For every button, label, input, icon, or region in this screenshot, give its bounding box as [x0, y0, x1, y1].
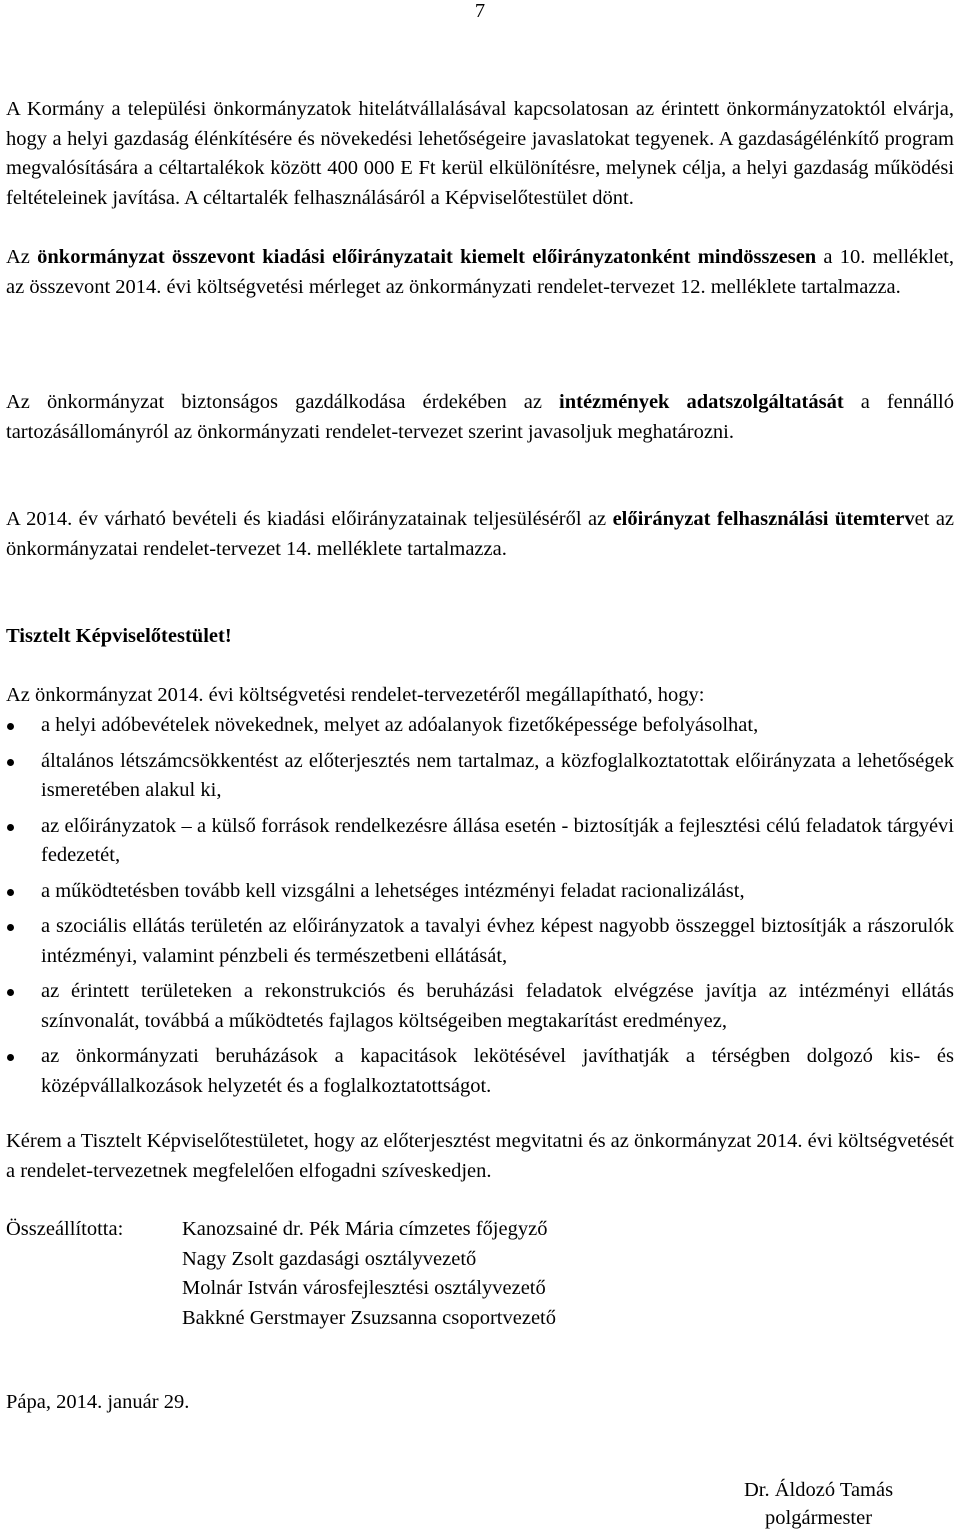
list-item — [6, 912, 954, 971]
list-item-text: a helyi adóbevételek növekednek, melyet az adóalanyok fizetőképessége befolyásolhat, — [41, 714, 759, 736]
findings-list — [6, 711, 954, 1107]
signature-block — [744, 1476, 893, 1532]
paragraph-gazdasagelenkites: A Kormány a települési önkormányzatok hitelátvállalásával kapcsolatosan az érintett önkormányzatoktól elvárja, hogy a helyi gazdaság élénkítésére és növekedési lehetőségeire javaslatokat tegyenek. A gazdaságélénkítő program megvalósítására a céltartalékok között 400 000 E Ft kerül elkülönítésre, melynek célja, a helyi gazdaság működési feltételeinek javítása. A céltartalék felhasználásáról a Képviselőtestület dönt. — [6, 98, 954, 209]
compiler-name: Nagy Zsolt gazdasági osztályvezető — [182, 1247, 477, 1270]
list-item — [6, 812, 954, 871]
paragraph-text: et az önkormányzatai rendelet-tervezet 14. melléklete tartalmazza. — [6, 508, 955, 560]
paragraph-adatszolgaltatas — [6, 388, 954, 447]
list-item-text: az érintett területeken a rekonstrukciós és beruházási feladatok elvégzése javítja az intézményi ellátás színvonalát, továbbá a működtetés fajlagos költségeiben megtakarítást eredményez, — [41, 980, 954, 1032]
compiler-list — [182, 1215, 556, 1333]
list-item-text: a szociális ellátás területén az előirányzatok a tavalyi évhez képest nagyobb összeggel biztosítják a rászorulók intézményi, valamint pénzbeli és természetbeni ellátását, — [41, 915, 954, 967]
bullet-icon — [7, 924, 14, 931]
list-item — [6, 711, 954, 741]
bullet-icon — [7, 759, 14, 766]
list-item-text: általános létszámcsökkentést az előterjesztés nem tartalmaz, a közfoglalkoztatottak előirányzata a lehetőségek ismeretében alakul ki, — [41, 749, 954, 801]
list-item — [6, 1042, 954, 1101]
bullet-icon — [7, 824, 14, 831]
list-item — [6, 977, 954, 1036]
list-item-text: az előirányzatok – a külső források rendelkezésre állása esetén - biztosítják a fejlesztési célú feladatok tárgyévi fedezetét, — [41, 814, 954, 866]
list-item — [6, 877, 954, 907]
paragraph-utemterv — [6, 505, 954, 564]
place-date: Pápa, 2014. január 29. — [6, 1391, 190, 1413]
bold-text: önkormányzat összevont kiadási előirányzatait kiemelt előirányzatonként mindösszesen — [37, 246, 817, 268]
bold-text: előirányzat felhasználási ütemterv — [612, 508, 915, 530]
paragraph-text: Az — [6, 246, 38, 268]
bullet-icon — [7, 1054, 14, 1061]
bullet-icon — [7, 989, 14, 996]
list-item — [6, 747, 954, 806]
paragraph-text: a fennálló tartozásállományról az önkormányzati rendelet-tervezet szerint javasoljuk meghatározni. — [6, 391, 954, 443]
paragraph-eloiranyzatok — [6, 243, 954, 302]
signatory-title: polgármester — [765, 1507, 873, 1529]
list-intro: Az önkormányzat 2014. évi költségvetési rendelet-tervezetéről megállapítható, hogy: — [6, 684, 705, 706]
list-item-text: a működtetésben tovább kell vizsgálni a lehetséges intézményi feladat racionalizálást, — [41, 879, 745, 902]
compiled-by-label: Összeállította: — [6, 1218, 124, 1240]
bullet-icon — [7, 723, 14, 730]
bullet-icon — [7, 889, 14, 896]
bold-text: intézmények adatszolgáltatását — [559, 391, 844, 413]
paragraph-text: A 2014. év várható bevételi és kiadási előirányzatainak teljesüléséről az — [6, 508, 613, 530]
compiler-name: Bakkné Gerstmayer Zsuzsanna csoportvezető — [182, 1306, 556, 1329]
list-item-text: az önkormányzati beruházások a kapacitások lekötésével javíthatják a térségben dolgozó kis- és középvállalkozások helyzetét és a foglalkoztatottságot. — [41, 1045, 954, 1097]
compiler-name: Kanozsainé dr. Pék Mária címzetes főjegyző — [182, 1218, 548, 1240]
paragraph-text: Az önkormányzat biztonságos gazdálkodása érdekében az — [6, 391, 560, 413]
compiler-name: Molnár István városfejlesztési osztályvezető — [182, 1277, 546, 1299]
paragraph-text: a 10. melléklet, az összevont 2014. évi költségvetési mérleget az önkormányzati rendelet-tervezet 12. melléklete tartalmazza. — [6, 246, 955, 298]
salutation: Tisztelt Képviselőtestület! — [6, 625, 232, 647]
paragraph-request: Kérem a Tisztelt Képviselőtestületet, hogy az előterjesztést megvitatni és az önkormányzat 2014. évi költségvetését a rendelet-tervezetnek megfelelően elfogadni szíveskedjen. — [6, 1130, 954, 1182]
page-number: 7 — [474, 0, 486, 22]
signatory-name: Dr. Áldozó Tamás — [744, 1479, 894, 1501]
